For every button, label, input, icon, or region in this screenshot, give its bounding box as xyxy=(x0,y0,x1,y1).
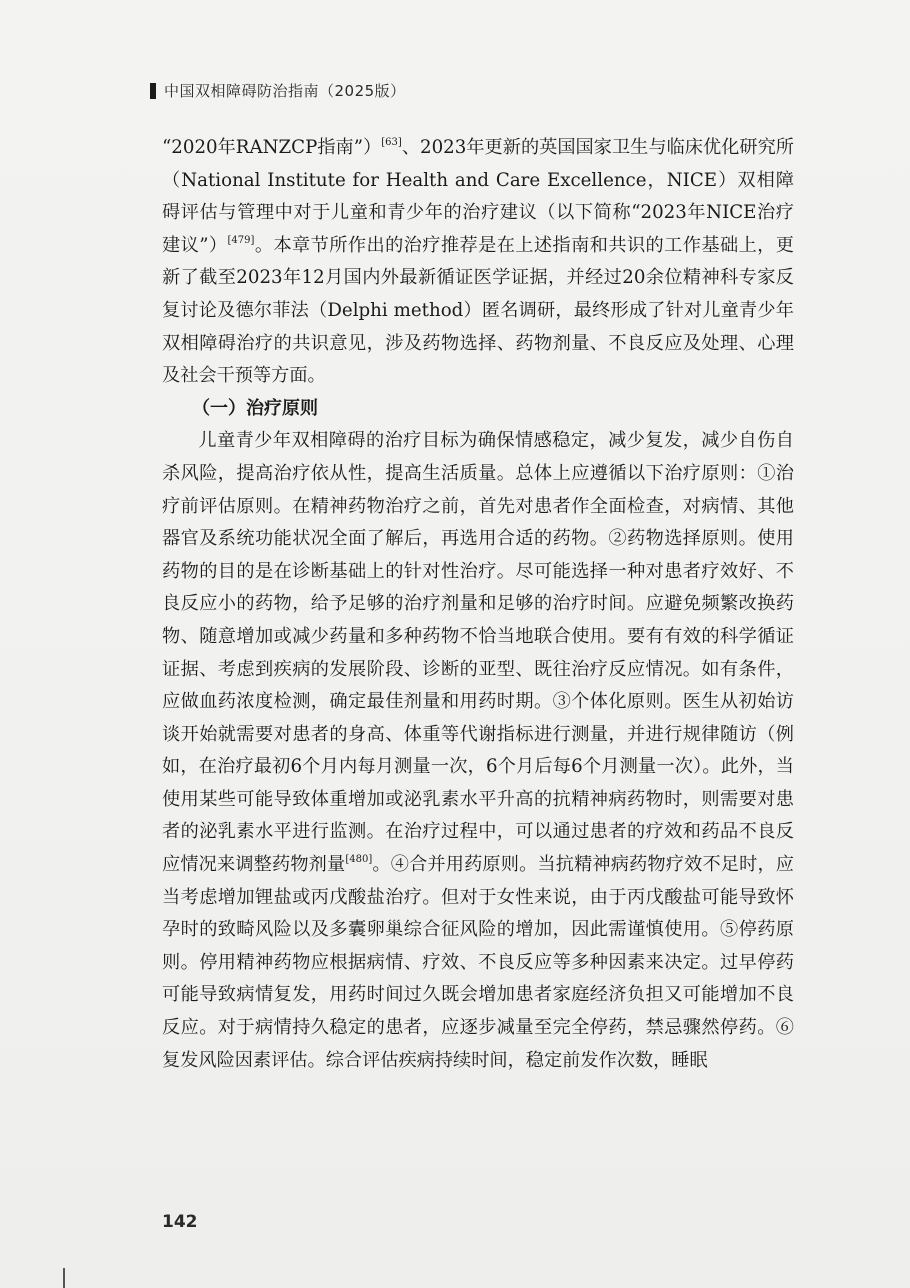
paragraph-2 xyxy=(162,425,794,1077)
running-head xyxy=(150,80,406,101)
citation-479: [479] xyxy=(227,234,255,246)
running-head-marker xyxy=(150,83,156,99)
paragraph-1-segment-1: “2020年RANZCP指南”） xyxy=(162,137,382,158)
body-text xyxy=(162,132,794,1077)
page-number: 142 xyxy=(162,1212,198,1232)
paragraph-1-segment-3: 。本章节所作出的治疗推荐是在上述指南和共识的工作基础上，更新了截至2023年12月国内外最新循证医学证据，并经过20余位精神科专家反复讨论及德尔菲法（Delphi method）匿名调研，最终形成了针对儿童青少年双相障碍治疗的共识意见，涉及药物选择、药物剂量、不良反应及处理、心理及社会干预等方面。 xyxy=(162,234,794,387)
paragraph-2-segment-1: 儿童青少年双相障碍的治疗目标为确保情感稳定，减少复发，减少自伤自杀风险，提高治疗依从性，提高生活质量。总体上应遵循以下治疗原则：①治疗前评估原则。在精神药物治疗之前，首先对患者作全面检查，对病情、其他器官及系统功能状况全面了解后，再选用合适的药物。②药物选择原则。使用药物的目的是在诊断基础上的针对性治疗。尽可能选择一种对患者疗效好、不良反应小的药物，给予足够的治疗剂量和足够的治疗时间。应避免频繁改换药物、随意增加或减少药量和多种药物不恰当地联合使用。要有有效的科学循证证据、考虑到疾病的发展阶段、诊断的亚型、既往治疗反应情况。如有条件，应做血药浓度检测，确定最佳剂量和用药时期。③个体化原则。医生从初始访谈开始就需要对患者的身高、体重等代谢指标进行测量，并进行规律随访（例如，在治疗最初6个月内每月测量一次，6个月后每6个月测量一次）。此外，当使用某些可能导致体重增加或泌乳素水平升高的抗精神病药物时，则需要对患者的泌乳素水平进行监测。在治疗过程中，可以通过患者的疗效和药品不良反应情况来调整药物剂量 xyxy=(162,430,794,876)
paragraph-1-segment-2: 、2023年更新的英国国家卫生与临床优化研究所（National Institute for Health and Care Excellence，NICE）双相障碍评估与管理中对于儿童和青少年的治疗建议（以下简称“2023年NICE治疗建议”） xyxy=(162,137,794,256)
section-heading: （一）治疗原则 xyxy=(192,397,318,419)
paragraph-2-segment-2: 。④合并用药原则。当抗精神病药物疗效不足时，应当考虑增加锂盐或丙戊酸盐治疗。但对于女性来说，由于丙戊酸盐可能导致怀孕时的致畸风险以及多囊卵巢综合征风险的增加，因此需谨慎使用。⑤停药原则。停用精神药物应根据病情、疗效、不良反应等多种因素来决定。过早停药可能导致病情复发，用药时间过久既会增加患者家庭经济负担又可能增加不良反应。对于病情持久稳定的患者，应逐步减量至完全停药，禁忌骤然停药。⑥复发风险因素评估。综合评估疾病持续时间，稳定前发作次数，睡眠 xyxy=(162,854,794,1071)
citation-63: [63] xyxy=(381,137,402,148)
scan-edge-mark xyxy=(63,1268,65,1288)
running-head-title: 中国双相障碍防治指南（2025版） xyxy=(164,82,406,100)
citation-480: [480] xyxy=(345,854,373,866)
paragraph-1 xyxy=(162,132,794,393)
